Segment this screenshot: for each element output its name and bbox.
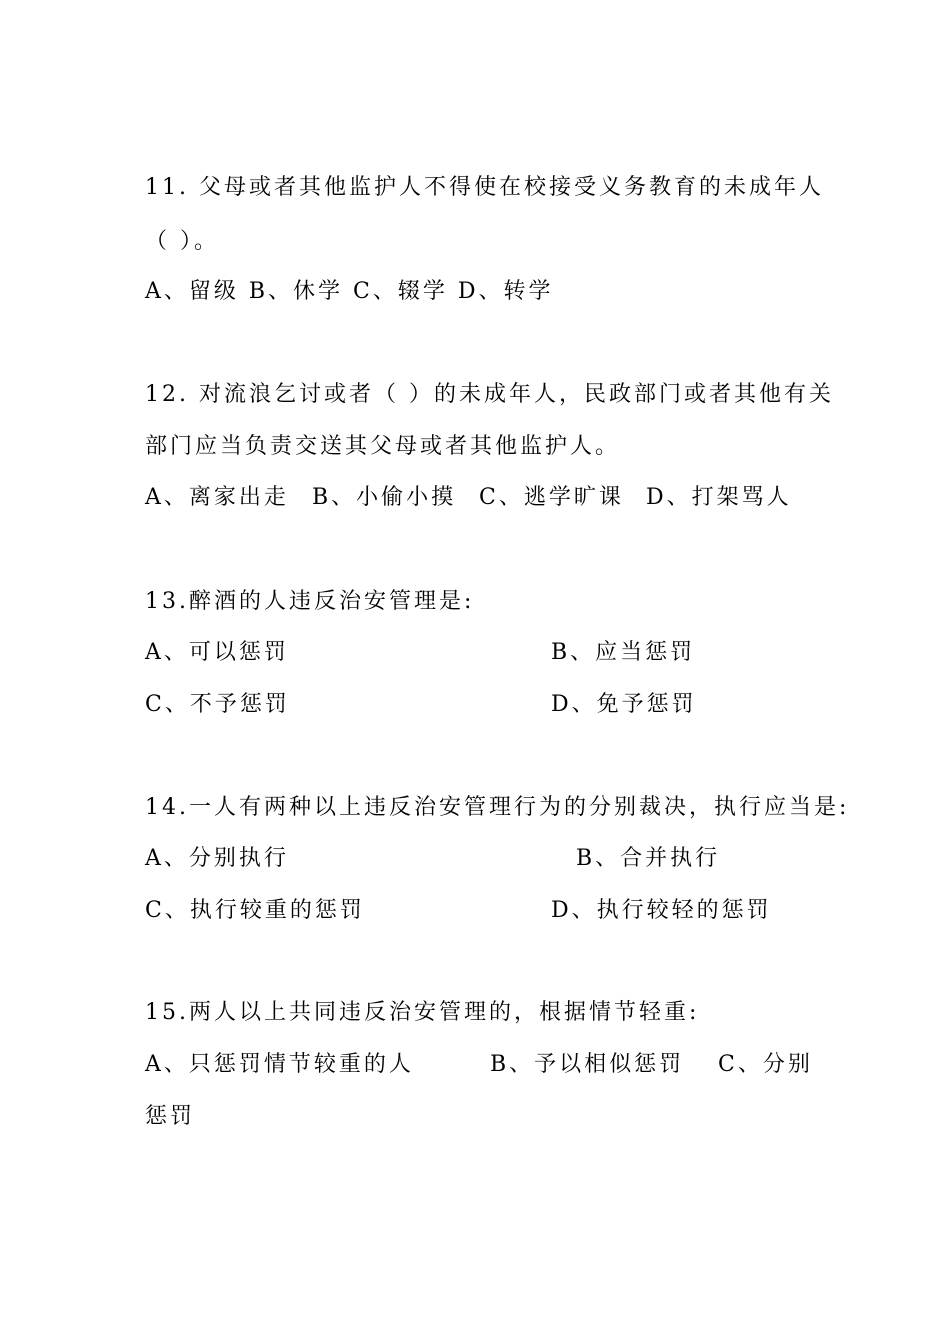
question-12-option-a: A、离家出走 (145, 485, 289, 510)
question-11-text: 11. 父母或者其他监护人不得使在校接受义务教育的未成年人 (145, 175, 824, 200)
question-13-option-d: D、免予惩罚 (551, 692, 697, 717)
question-14-text: 14.一人有两种以上违反治安管理行为的分别裁决，执行应当是: (145, 795, 850, 820)
question-11-options: A、留级 B、休学 C、辍学 D、转学 (145, 279, 554, 304)
question-15-option-a: A、只惩罚情节较重的人 (145, 1052, 414, 1077)
question-14-option-a: A、分别执行 (145, 846, 289, 871)
question-13-option-b: B、应当惩罚 (551, 640, 696, 665)
question-12-option-c: C、逃学旷课 (479, 485, 624, 510)
question-15-option-c-continued: 惩罚 (145, 1104, 196, 1129)
question-14-option-b: B、合并执行 (576, 846, 721, 871)
question-13-option-c: C、不予惩罚 (145, 692, 290, 717)
question-11-text-continued: （ ）。 (145, 229, 219, 254)
question-12-option-d: D、打架骂人 (646, 485, 792, 510)
question-13-text: 13.醉酒的人违反治安管理是: (145, 589, 475, 614)
question-12-text: 12. 对流浪乞讨或者（ ）的未成年人，民政部门或者其他有关 (145, 382, 834, 407)
question-14-option-c: C、执行较重的惩罚 (145, 898, 365, 923)
question-12-text-continued: 部门应当负责交送其父母或者其他监护人。 (145, 434, 621, 459)
question-15-option-c: C、分别 (718, 1052, 813, 1077)
question-15-option-b: B、予以相似惩罚 (490, 1052, 685, 1077)
question-14-option-d: D、执行较轻的惩罚 (551, 898, 772, 923)
question-12-option-b: B、小偷小摸 (312, 485, 457, 510)
question-13-option-a: A、可以惩罚 (145, 640, 289, 665)
question-15-text: 15.两人以上共同违反治安管理的，根据情节轻重: (145, 1000, 700, 1025)
